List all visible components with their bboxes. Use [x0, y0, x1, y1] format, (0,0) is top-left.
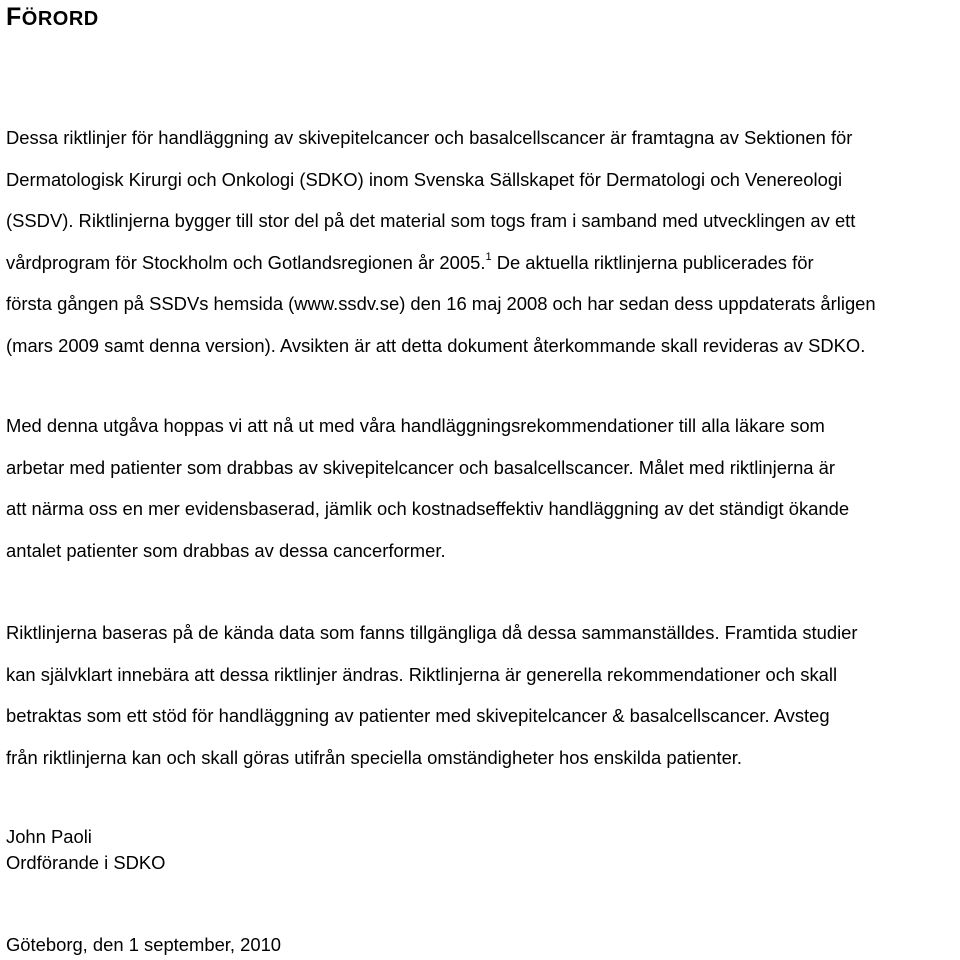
- paragraph-text: vårdprogram för Stockholm och Gotlandsregionen år 2005.: [6, 251, 486, 273]
- dateline: Göteborg, den 1 september, 2010: [6, 934, 282, 955]
- paragraph-line: antalet patienter som drabbas av dessa cancerformer.: [6, 539, 446, 561]
- paragraph-line: kan självklart innebära att dessa riktlinjer ändras. Riktlinjerna är generella rekommendationer och skall: [6, 663, 838, 685]
- footnote-reference: 1: [485, 250, 492, 263]
- paragraph-disclaimer: [6, 612, 956, 778]
- paragraph-line: betraktas som ett stöd för handläggning av patienter med skivepitelcancer & basalcellscancer. Avsteg: [6, 705, 830, 726]
- signature-title: Ordförande i SDKO: [6, 852, 166, 873]
- paragraph-line: (mars 2009 samt denna version). Avsikten är att detta dokument återkommande skall revideras av SDKO.: [6, 334, 866, 356]
- page-title-initial: F: [6, 3, 22, 31]
- paragraph-line-with-footnote: [6, 242, 956, 284]
- paragraph-line: första gången på SSDVs hemsida (www.ssdv.se) den 16 maj 2008 och har sedan dess uppdaterats årligen: [6, 293, 876, 314]
- paragraph-purpose: [6, 405, 956, 571]
- page-title: [6, 0, 99, 36]
- paragraph-line: Riktlinjerna baseras på de kända data som fanns tillgängliga då dessa sammanställdes. Framtida studier: [6, 622, 858, 643]
- paragraph-line: Med denna utgåva hoppas vi att nå ut med våra handläggningsrekommendationer till alla läkare som: [6, 415, 825, 436]
- paragraph-line: Dermatologisk Kirurgi och Onkologi (SDKO) inom Svenska Sällskapet för Dermatologi och Venereologi: [6, 168, 843, 190]
- paragraph-line: att närma oss en mer evidensbaserad, jämlik och kostnadseffektiv handläggning av det ständigt ökande: [6, 498, 850, 519]
- paragraph-line: arbetar med patienter som drabbas av skivepitelcancer och basalcellscancer. Målet med riktlinjerna är: [6, 456, 835, 478]
- paragraph-text: De aktuella riktlinjerna publicerades för: [491, 251, 814, 273]
- paragraph-line: Dessa riktlinjer för handläggning av skivepitelcancer och basalcellscancer är framtagna av Sektionen för: [6, 127, 853, 148]
- page-title-rest: ÖRORD: [21, 8, 99, 30]
- signature-name: John Paoli: [6, 826, 92, 847]
- paragraph-intro: [6, 117, 956, 366]
- paragraph-line: från riktlinjerna kan och skall göras utifrån speciella omständigheter hos enskilda patienter.: [6, 746, 743, 768]
- paragraph-line: (SSDV). Riktlinjerna bygger till stor del på det material som togs fram i samband med utvecklingen av ett: [6, 210, 856, 231]
